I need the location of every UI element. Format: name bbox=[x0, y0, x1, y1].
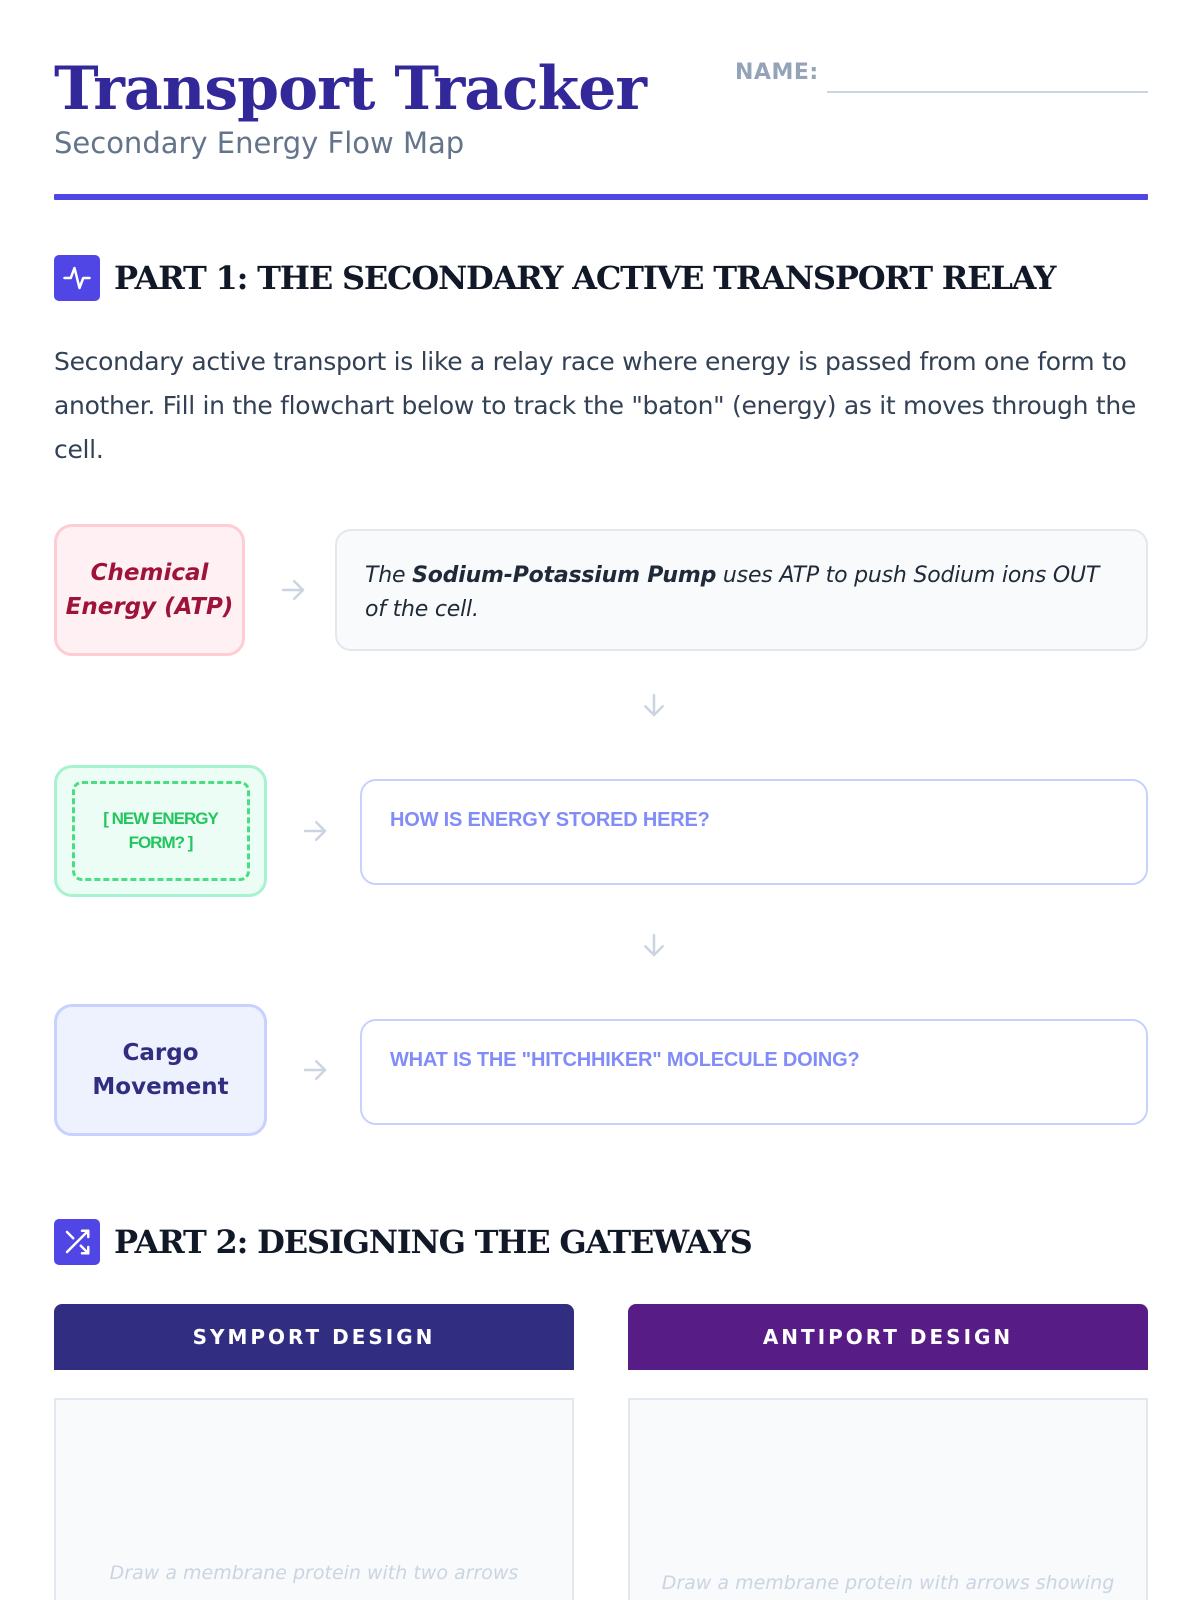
blank-answer-box[interactable] bbox=[72, 781, 250, 881]
antiport-drawing-hint: Draw a membrane protein with arrows showing bbox=[661, 1572, 1115, 1594]
symport-design-header bbox=[54, 1304, 574, 1370]
header-divider bbox=[54, 194, 1148, 200]
part2-title: PART 2: DESIGNING THE GATEWAYS bbox=[114, 1223, 752, 1261]
flow-node-chemical-energy bbox=[54, 524, 245, 656]
symport-design-label: SYMPORT DESIGN bbox=[192, 1325, 436, 1349]
name-field[interactable] bbox=[827, 91, 1148, 93]
flow-node-cargo-movement bbox=[54, 1004, 267, 1136]
question-prompt: WHAT IS THE "HITCHHIKER" MOLECULE DOING? bbox=[390, 1049, 860, 1071]
flow-node-label: [ NEW ENERGY FORM? ] bbox=[103, 809, 218, 852]
part1-title: PART 1: THE SECONDARY ACTIVE TRANSPORT RELAY bbox=[114, 259, 1056, 297]
worksheet-header bbox=[54, 0, 1148, 200]
flow-fact-text: The Sodium-Potassium Pump uses ATP to push Sodium ions OUT of the cell. bbox=[365, 563, 1100, 622]
sodium-potassium-pump-term: Sodium-Potassium Pump bbox=[412, 563, 717, 588]
part2-heading bbox=[54, 1218, 752, 1266]
flow-fact-box bbox=[335, 529, 1148, 651]
arrow-down-icon bbox=[639, 930, 669, 960]
worksheet-page bbox=[54, 0, 1148, 1594]
arrow-right-icon bbox=[300, 1055, 330, 1085]
page-title: Transport Tracker bbox=[54, 54, 647, 124]
activity-pulse-icon bbox=[54, 255, 100, 301]
antiport-drawing-area[interactable] bbox=[628, 1398, 1148, 1600]
antiport-design-label: ANTIPORT DESIGN bbox=[762, 1325, 1014, 1349]
arrow-right-icon bbox=[300, 816, 330, 846]
flow-node-label: Chemical Energy (ATP) bbox=[65, 560, 234, 620]
symport-drawing-hint: Draw a membrane protein with two arrows bbox=[109, 1562, 519, 1584]
name-label: NAME: bbox=[735, 60, 819, 85]
answer-box-hitchhiker[interactable] bbox=[360, 1019, 1148, 1125]
flow-node-new-energy-form bbox=[54, 765, 267, 897]
symport-drawing-area[interactable] bbox=[54, 1398, 574, 1600]
page-subtitle: Secondary Energy Flow Map bbox=[54, 126, 465, 160]
antiport-design-header bbox=[628, 1304, 1148, 1370]
arrow-down-icon bbox=[639, 690, 669, 720]
part1-intro: Secondary active transport is like a relay race where energy is passed from one form to another. Fill in the flowchart below to track the "baton" (energy) as it moves through the cell. bbox=[54, 347, 1136, 464]
part1-heading bbox=[54, 254, 1055, 302]
arrow-right-icon bbox=[278, 575, 308, 605]
answer-box-energy-storage[interactable] bbox=[360, 779, 1148, 885]
flow-node-label: Cargo Movement bbox=[92, 1040, 229, 1100]
shuffle-icon bbox=[54, 1219, 100, 1265]
question-prompt: HOW IS ENERGY STORED HERE? bbox=[390, 809, 710, 831]
